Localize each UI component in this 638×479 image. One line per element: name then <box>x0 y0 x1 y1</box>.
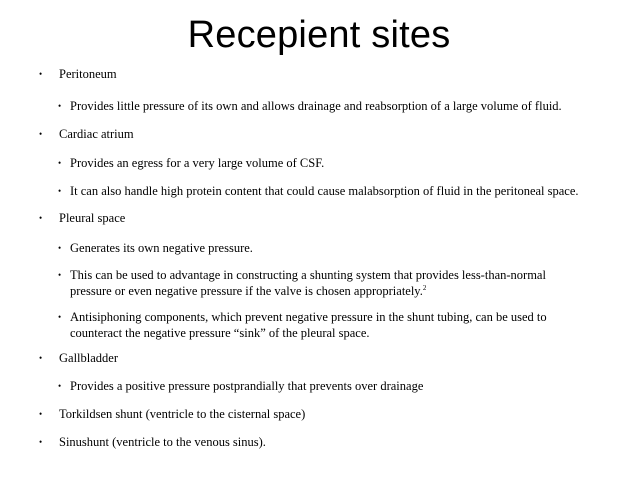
bullet-item-gallbladder <box>39 350 119 366</box>
bullet-text: Generates its own negative pressure. <box>70 241 253 255</box>
bullet-icon: • <box>58 186 62 196</box>
reference-superscript: 2 <box>422 283 427 292</box>
bullet-text: Provides an egress for a very large volume of CSF. <box>70 156 325 170</box>
bullet-text: Gallbladder <box>59 351 119 365</box>
bullet-text: Pleural space <box>59 211 126 225</box>
slide-title: Recepient sites <box>187 14 451 56</box>
sub-bullet-item <box>58 267 546 299</box>
bullet-text-line-2: counteract the negative pressure “sink” of the pleural space. <box>70 326 370 340</box>
bullet-text-line-1: This can be used to advantage in constructing a shunting system that provides less-than-normal <box>70 268 546 282</box>
bullet-icon: • <box>58 243 62 253</box>
bullet-text: Torkildsen shunt (ventricle to the cisternal space) <box>59 407 306 421</box>
bullet-icon: • <box>58 381 62 391</box>
bullet-item-torkildsen-shunt <box>39 406 306 422</box>
bullet-icon: • <box>58 158 62 168</box>
sub-bullet-item <box>58 183 579 199</box>
bullet-icon: • <box>39 129 43 139</box>
bullet-icon: • <box>39 409 43 419</box>
bullet-text-line-1: Antisiphoning components, which prevent negative pressure in the shunt tubing, can be used to <box>70 310 547 324</box>
bullet-item-cardiac-atrium <box>39 126 134 142</box>
bullet-icon: • <box>39 437 43 447</box>
bullet-icon: • <box>58 312 62 322</box>
bullet-icon: • <box>39 69 43 79</box>
bullet-text: Sinushunt (ventricle to the venous sinus). <box>59 435 266 449</box>
sub-bullet-item <box>58 309 547 341</box>
sub-bullet-item <box>58 98 562 114</box>
sub-bullet-item <box>58 155 324 171</box>
bullet-text: Provides a positive pressure postprandially that prevents over drainage <box>70 379 424 393</box>
bullet-text-line-2-content: pressure or even negative pressure if the valve is chosen appropriately. <box>70 284 423 298</box>
bullet-item-peritoneum <box>39 66 117 82</box>
bullet-icon: • <box>58 101 62 111</box>
bullet-icon: • <box>58 270 62 280</box>
bullet-icon: • <box>39 353 43 363</box>
bullet-text: It can also handle high protein content that could cause malabsorption of fluid in the peritoneal space. <box>70 184 579 198</box>
sub-bullet-item <box>58 240 253 256</box>
bullet-icon: • <box>39 213 43 223</box>
bullet-text: Cardiac atrium <box>59 127 134 141</box>
bullet-item-pleural-space <box>39 210 126 226</box>
bullet-text-line-2 <box>58 283 546 299</box>
sub-bullet-item <box>58 378 423 394</box>
bullet-text: Peritoneum <box>59 67 117 81</box>
bullet-item-sinushunt <box>39 434 266 450</box>
bullet-text: Provides little pressure of its own and allows drainage and reabsorption of a large volume of fluid. <box>70 99 562 113</box>
